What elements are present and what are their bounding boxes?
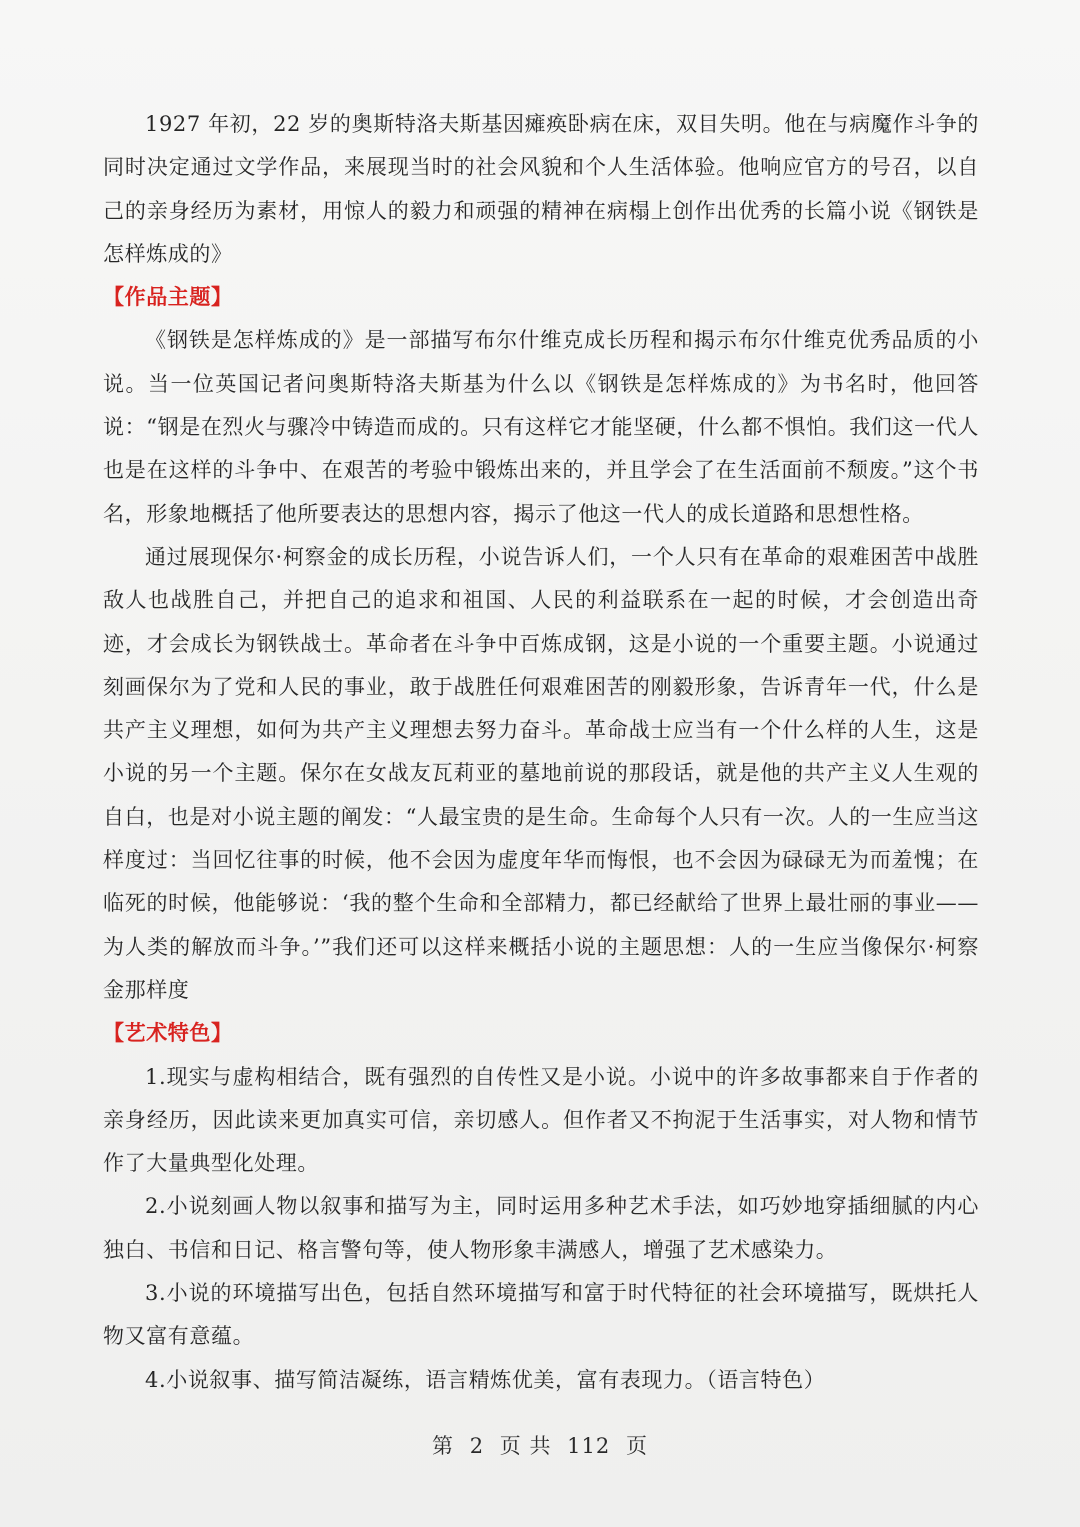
page-body: [103, 103, 979, 1402]
art-paragraph-3: 3.小说的环境描写出色，包括自然环境描写和富于时代特征的社会环境描写，既烘托人物又富有意蕴。: [103, 1281, 979, 1349]
theme-heading: 【作品主题】: [103, 285, 233, 310]
footer-suffix: 页: [625, 1434, 648, 1458]
theme-paragraph-2: 通过展现保尔·柯察金的成长历程，小说告诉人们，一个人只有在革命的艰难困苦中战胜敌人也战胜自己，并把自己的追求和祖国、人民的利益联系在一起的时候，才会创造出奇迹，才会成长为钢铁战士。革命者在斗争中百炼成钢，这是小说的一个重要主题。小说通过刻画保尔为了党和人民的事业，敢于战胜任何艰难困苦的刚毅形象，告诉青年一代，什么是共产主义理想，如何为共产主义理想去努力奋斗。革命战士应当有一个什么样的人生，这是小说的另一个主题。保尔在女战友瓦莉亚的墓地前说的那段话，就是他的共产主义人生观的自白，也是对小说主题的阐发：“人最宝贵的是生命。生命每个人只有一次。人的一生应当这样度过：当回忆往事的时候，他不会因为虚度年华而悔恨，也不会因为碌碌无为而羞愧；在临死的时候，他能够说：‘我的整个生命和全部精力，都已经献给了世界上最壮丽的事业——为人类的解放而斗争。’”我们还可以这样来概括小说的主题思想：人的一生应当像保尔·柯察金那样度: [103, 544, 979, 1002]
art-heading: 【艺术特色】: [103, 1021, 233, 1046]
art-paragraph-2: 2.小说刻画人物以叙事和描写为主，同时运用多种艺术手法，如巧妙地穿插细腻的内心独白、书信和日记、格言警句等，使人物形象丰满感人，增强了艺术感染力。: [103, 1194, 979, 1262]
footer-prefix: 第: [432, 1434, 455, 1458]
page-footer: [0, 1430, 1080, 1460]
total-pages-number: 112: [567, 1434, 611, 1458]
intro-paragraph: 1927 年初，22 岁的奥斯特洛夫斯基因瘫痪卧病在床，双目失明。他在与病魔作斗争的同时决定通过文学作品，来展现当时的社会风貌和个人生活体验。他响应官方的号召，以自己的亲身经历为素材，用惊人的毅力和顽强的精神在病榻上创作出优秀的长篇小说《钢铁是怎样炼成的》: [103, 112, 979, 266]
theme-paragraph-1: 《钢铁是怎样炼成的》是一部描写布尔什维克成长历程和揭示布尔什维克优秀品质的小说。当一位英国记者问奥斯特洛夫斯基为什么以《钢铁是怎样炼成的》为书名时，他回答说：“钢是在烈火与骤冷中铸造而成的。只有这样它才能坚硬，什么都不惧怕。我们这一代人也是在这样的斗争中、在艰苦的考验中锻炼出来的，并且学会了在生活面前不颓废。”这个书名，形象地概括了他所要表达的思想内容，揭示了他这一代人的成长道路和思想性格。: [103, 328, 979, 526]
footer-mid: 页 共: [499, 1434, 552, 1458]
art-paragraph-1: 1.现实与虚构相结合，既有强烈的自传性又是小说。小说中的许多故事都来自于作者的亲身经历，因此读来更加真实可信，亲切感人。但作者又不拘泥于生活事实，对人物和情节作了大量典型化处理。: [103, 1064, 979, 1176]
art-paragraph-4: 4.小说叙事、描写简洁凝练，语言精炼优美，富有表现力。（语言特色）: [145, 1367, 826, 1392]
current-page-number: 2: [469, 1434, 485, 1458]
